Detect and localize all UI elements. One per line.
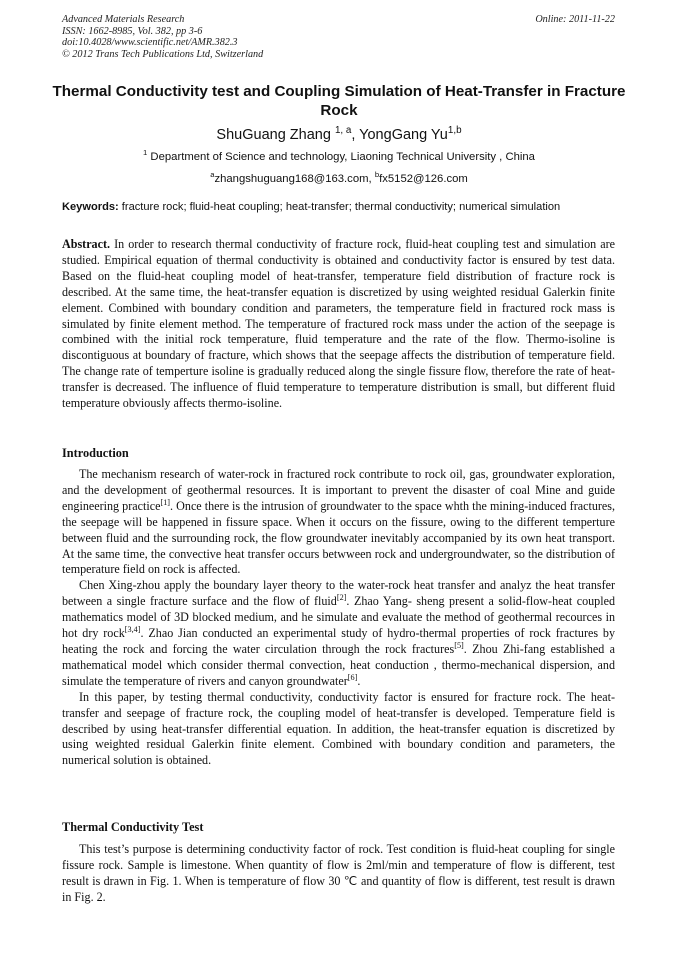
author-separator: , — [351, 127, 360, 143]
author-affil-mark: 1, a — [334, 125, 352, 137]
citation[interactable]: [3,4] — [124, 625, 141, 635]
paragraph — [62, 467, 615, 578]
journal-name: Advanced Materials Research — [62, 14, 185, 25]
email-mark: b — [374, 170, 380, 180]
author-line — [0, 126, 678, 144]
introduction-body — [62, 467, 615, 769]
citation[interactable]: [6] — [347, 672, 358, 682]
email-link[interactable]: fx5152@126.com — [379, 173, 468, 185]
affiliation — [0, 150, 678, 165]
keywords — [62, 200, 615, 214]
author-name: YongGang Yu — [359, 127, 448, 143]
email-mark: a — [210, 170, 215, 180]
section-heading-introduction: Introduction — [62, 446, 129, 460]
paragraph-text: Chen Xing-zhou apply the boundary layer theory to the water-rock heat transfer and analyz the heat transfer between a single fracture surface and the flow of fluid — [62, 578, 615, 609]
abstract-label: Abstract. — [62, 237, 111, 251]
copyright: © 2012 Trans Tech Publications Ltd, Switzerland — [62, 48, 264, 60]
citation[interactable]: [1] — [160, 497, 171, 507]
author-name: ShuGuang Zhang — [216, 127, 331, 143]
online-date: Online: 2011-11-22 — [535, 14, 615, 25]
paragraph-text: . Once there is the intrusion of groundwater to the space whth the mining-induced fractures, the seepage will be happened in fissure space. When it occurs on the fissure, owing to the different temperture between fluid and the surrounding rock, the flow groundwater inevitably accompanied by its own heat transport. At the same time, the convective heat transfer occurs betwween rock and undergroundwater, so the distribution of temperature field on rock is affected. — [62, 498, 615, 577]
paper-title: Thermal Conductivity test and Coupling Simulation of Heat-Transfer in Fracture Rock — [52, 83, 626, 119]
paragraph: In this paper, by testing thermal conductivity, conductivity factor is ensured for fracture rock. The heat-transfer and seepage of fracture rock, the coupling model of heat-transfer is developed. Temperature field is described by using heat-transfer differential equation. In addition, the heat-transfer equation is discretized by using weighted residual Galerkin finite element. Combined with boundary condition and parameters, the numerical solution is obtained. — [62, 689, 615, 768]
abstract — [62, 237, 615, 412]
keywords-label: Keywords: — [62, 201, 119, 213]
paragraph — [62, 578, 615, 689]
affil-mark: 1 — [143, 148, 148, 158]
citation[interactable]: [2] — [336, 593, 347, 603]
paragraph-text: . Zhou Zhi-fang established a mathematical model which consider thermal convection, heat conduction , thermo-mechanical dispersion, and simulate the temperature of rivers and canyon groundwater — [62, 641, 616, 688]
thermal-test-body — [62, 842, 615, 906]
author-affil-mark: 1,b — [447, 125, 462, 137]
journal-header — [62, 14, 615, 60]
author-emails — [0, 172, 678, 187]
paragraph-text: The mechanism research of water-rock in fractured rock contribute to rock oil, gas, groundwater exploration, and the development of geothermal resources. It is important to prevent the disaster of coal Mine and guide engineering practice — [62, 467, 615, 513]
citation[interactable]: [5] — [454, 640, 464, 650]
paragraph-text: . — [357, 673, 361, 688]
paragraph: This test’s purpose is determining conductivity factor of rock. Test condition is fluid-heat coupling for single fissure rock. Sample is limestone. When quantity of flow is 2ml/min and temperature of flow is different, test result is drawn in Fig. 1. When is temperature of flow 30 ℃ and quantity of flow is different, test result is drawn in Fig. 2. — [62, 842, 615, 904]
section-heading-thermal-conductivity-test: Thermal Conductivity Test — [62, 820, 204, 834]
paragraph-text: . Zhao Jian conducted an experimental study of hydro-thermal properties of rock fractures by heating the rock and forcing the water circulation through the rock fractures — [62, 626, 615, 656]
keywords-text: fracture rock; fluid-heat coupling; heat-transfer; thermal conductivity; numerical simulation — [118, 201, 561, 213]
issn: ISSN: 1662-8985, Vol. 382, pp 3-6 — [62, 25, 203, 37]
abstract-text: In order to research thermal conductivity of fracture rock, fluid-heat coupling test and simulation are studied. Empirical equation of thermal conductivity is obtained and conductivity factor is ensured by test data. Based on the fluid-heat coupling model of heat-transfer, temperature field distribution of fracture rock is described. At the same time, the heat-transfer equation is discretized by using weighted residual Galerkin finite element. Combined with boundary condition and parameters, the temperature field in fractured rock mass is simulated by finite element method. The temperature of fractured rock mass under the action of the seepage is combined with the initial rock temperature, fluid temperature and the rate of the flow. Thermo-isoline is discontiguous at boundary of fracture, which shows that the seepage affects the distribution of temperature field. The change rate of temperture isoline is gradually reduced along the single fissure flow, therefore the rate of heat-transfer is decreased. The influence of fluid temperature to temperature distribution is small, but different fluid temperature obviously affects thermo-isoline. — [62, 237, 615, 411]
affil-text: Department of Science and technology, Liaoning Technical University , China — [147, 151, 535, 163]
doi: doi:10.4028/www.scientific.net/AMR.382.3 — [62, 37, 238, 49]
email-link[interactable]: zhangshuguang168@163.com, — [214, 173, 375, 185]
paragraph-text: . Zhao Yang- sheng present a solid-flow-heat coupled mathematics model of 3D blocked medium, and he simulate and evaluate the method of geothermal recources in hot dry rock — [62, 594, 615, 641]
